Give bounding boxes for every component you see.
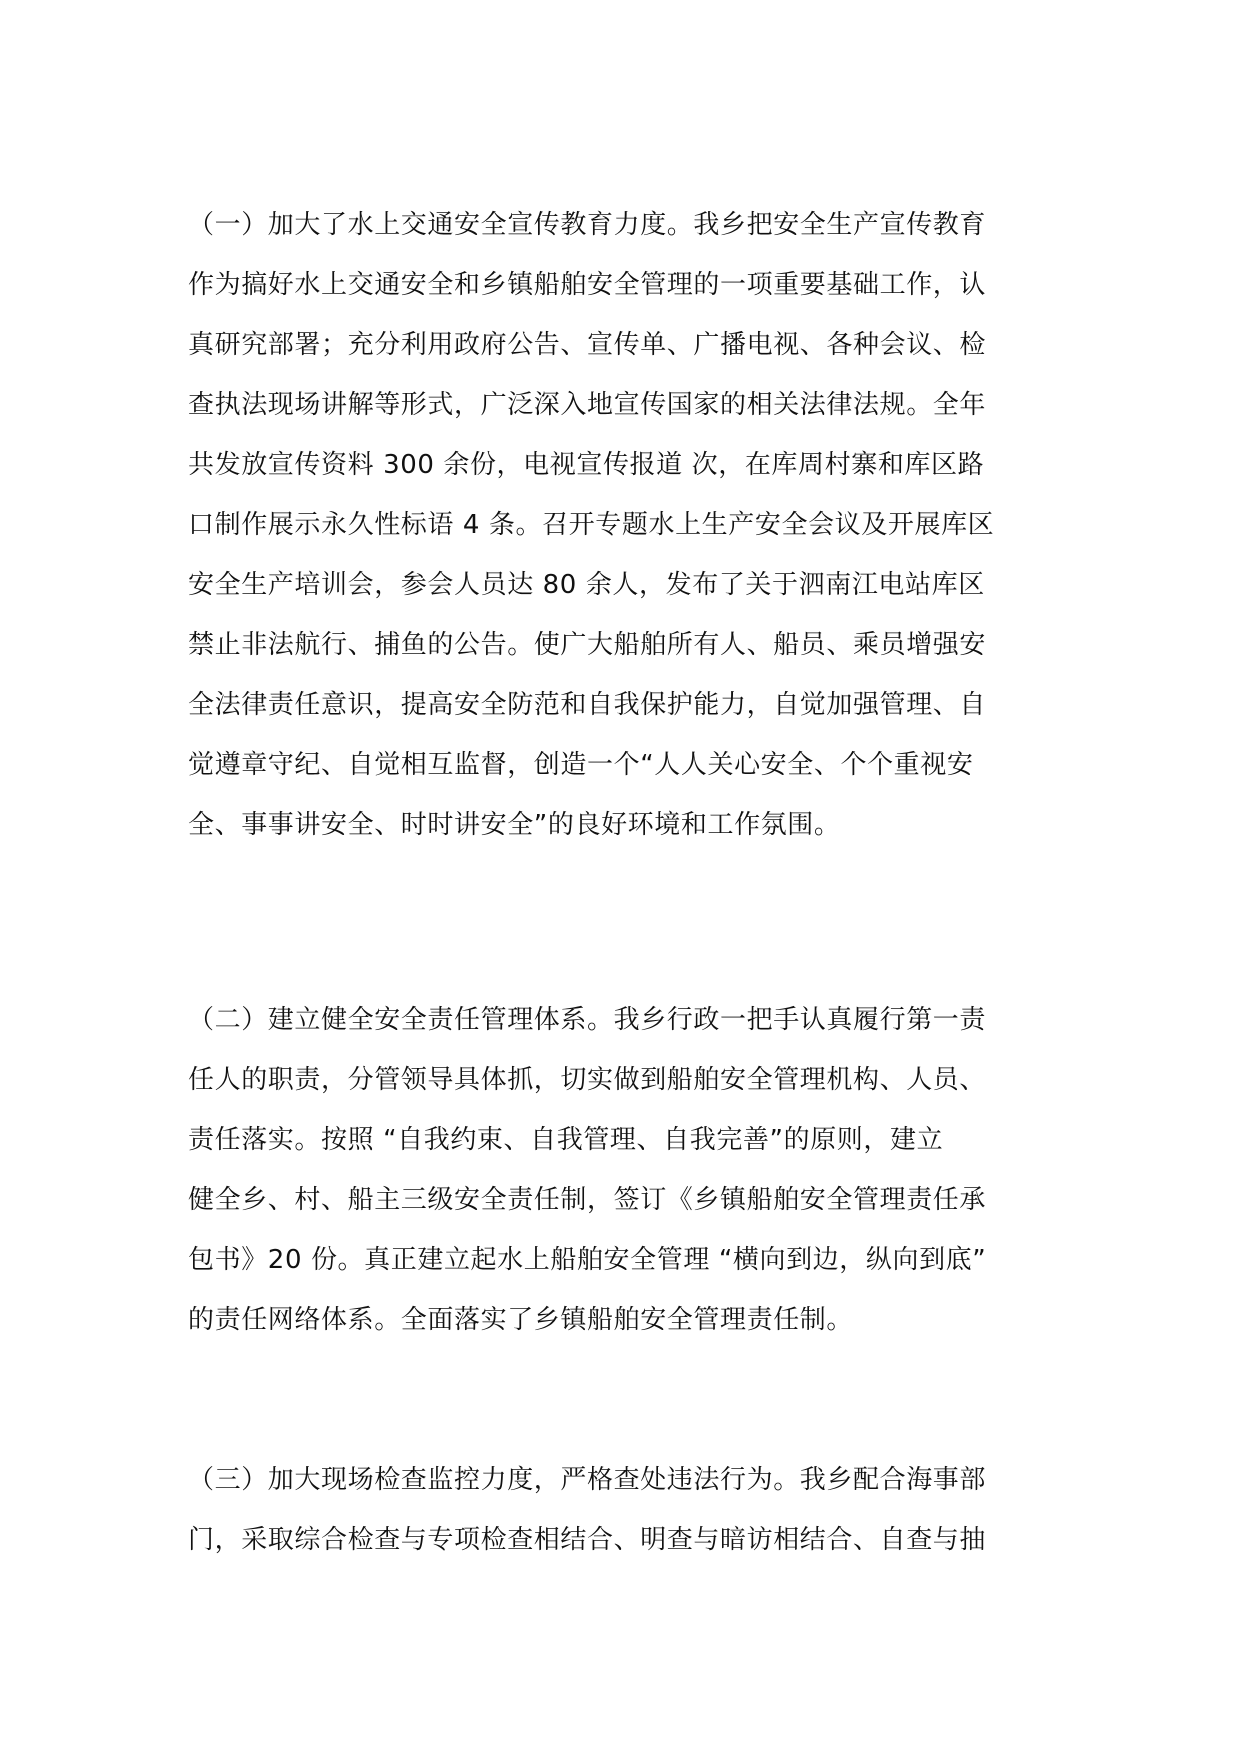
text-line: 禁止非法航行、捕鱼的公告。使广大船舶所有人、船员、乘员增强安 <box>188 630 987 660</box>
text-line: 健全乡、村、船主三级安全责任制，签订《乡镇船舶安全管理责任承 <box>188 1185 987 1215</box>
text-line: （一）加大了水上交通安全宣传教育力度。我乡把安全生产宣传教育 <box>188 210 987 240</box>
text-line: 任人的职责，分管领导具体抓，切实做到船舶安全管理机构、人员、 <box>188 1065 987 1095</box>
text-line: 觉遵章守纪、自觉相互监督，创造一个“人人关心安全、个个重视安 <box>188 750 974 780</box>
text-line: 口制作展示永久性标语 4 条。召开专题水上生产安全会议及开展库区 <box>188 510 995 540</box>
text-line: 真研究部署；充分利用政府公告、宣传单、广播电视、各种会议、检 <box>188 330 987 360</box>
text-line: 共发放宣传资料 300 余份，电视宣传报道 次，在库周村寨和库区路 <box>188 450 985 480</box>
text-line: 作为搞好水上交通安全和乡镇船舶安全管理的一项重要基础工作，认 <box>188 270 987 300</box>
text-line: 全、事事讲安全、时时讲安全”的良好环境和工作氛围。 <box>188 810 841 840</box>
text-line: （三）加大现场检查监控力度，严格查处违法行为。我乡配合海事部 <box>188 1465 987 1495</box>
text-line: 的责任网络体系。全面落实了乡镇船舶安全管理责任制。 <box>188 1305 854 1335</box>
text-line: 安全生产培训会，参会人员达 80 余人，发布了关于泗南江电站库区 <box>188 570 985 600</box>
text-line: 全法律责任意识，提高安全防范和自我保护能力，自觉加强管理、自 <box>188 690 987 720</box>
text-line: 责任落实。按照 “自我约束、自我管理、自我完善”的原则，建立 <box>188 1125 944 1155</box>
text-line: 包书》20 份。真正建立起水上船舶安全管理 “横向到边，纵向到底” <box>188 1245 987 1275</box>
text-line: 查执法现场讲解等形式，广泛深入地宣传国家的相关法律法规。全年 <box>188 390 987 420</box>
text-line: 门，采取综合检查与专项检查相结合、明查与暗访相结合、自查与抽 <box>188 1525 987 1555</box>
text-line: （二）建立健全安全责任管理体系。我乡行政一把手认真履行第一责 <box>188 1005 987 1035</box>
